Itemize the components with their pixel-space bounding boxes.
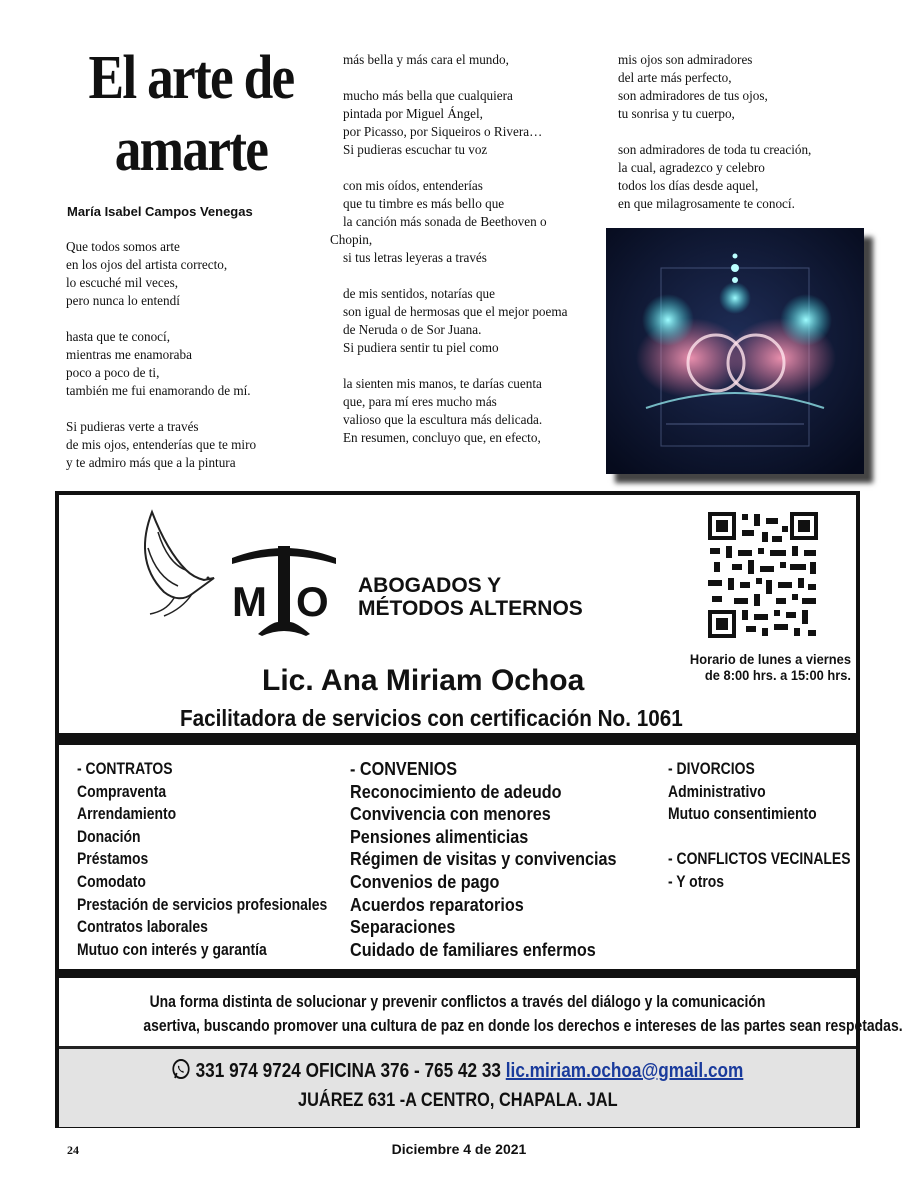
article-title: El arte de amarte (88, 44, 294, 184)
list-item: Prestación de servicios profesionales (77, 894, 328, 914)
list-item: Régimen de visitas y convivencias (350, 849, 617, 870)
list-item: Pensiones alimenticias (350, 826, 529, 847)
list-item: Contratos laborales (77, 917, 208, 937)
list-item: Donación (77, 826, 141, 846)
services-contratos (77, 758, 327, 961)
firm-logo (228, 530, 340, 640)
list-item: - CONTRATOS (77, 759, 173, 778)
page-number: 24 (67, 1143, 79, 1157)
list-item: - CONFLICTOS VECINALES (668, 849, 851, 869)
list-item: - CONVENIOS (350, 759, 458, 779)
services-convenios (350, 758, 617, 961)
logo-letter-m: M (232, 578, 267, 625)
list-item: Cuidado de familiares enfermos (350, 939, 596, 960)
list-item: Préstamos (77, 849, 149, 869)
list-item: Separaciones (350, 917, 456, 938)
list-item: - DIVORCIOS (668, 759, 755, 778)
dove-icon (134, 508, 226, 620)
list-item: Comodato (77, 871, 146, 891)
office-hours: Horario de lunes a viernes de 8:00 hrs. a 15:00 hrs. (689, 651, 851, 683)
contact-phones (59, 1058, 856, 1083)
list-item: Administrativo (668, 781, 766, 801)
list-item: Mutuo consentimiento (668, 804, 817, 824)
list-item: Compraventa (77, 781, 167, 801)
poem-column-1: Que todos somos arte en los ojos del artista correcto, lo escuché mil veces, pero nunca lo entendí hasta que te conocí, mientras me enamoraba poco a poco de ti, también me fui enamorando de mí. Si pudieras verte a través de mis ojos, entenderías que te miro y te admiro más que a la pintura (66, 239, 257, 470)
list-item: Reconocimiento de adeudo (350, 781, 562, 802)
motto-text: Una forma distinta de solucionar y prevenir conflictos a través del diálogo y la comunicación asertiva, buscando promover una cultura de paz en donde los derechos e intereses de las partes sean respetadas. (143, 992, 903, 1035)
services-divorcios (668, 758, 851, 894)
article-author: María Isabel Campos Venegas (67, 204, 253, 219)
phone-numbers: 331 974 9724 OFICINA 376 - 765 42 33 (195, 1060, 502, 1082)
poem-column-3: mis ojos son admiradores del arte más perfecto, son admiradores de tus ojos, tu sonrisa y tu cuerpo, son admiradores de toda tu creación, la cual, agradezco y celebro todos los días desde aquel, en que milagrosamente te conocí. (618, 52, 812, 211)
article-artwork (606, 228, 864, 474)
list-item: Mutuo con interés y garantía (77, 939, 267, 959)
whatsapp-icon (172, 1058, 191, 1080)
office-address: JUÁREZ 631 -A CENTRO, CHAPALA. JAL (297, 1090, 618, 1111)
poem-column-2: más bella y más cara el mundo, mucho más bella que cualquiera pintada por Miguel Ángel, por Picasso, por Siqueiros o Rivera… Si pudieras escuchar tu voz con mis oídos, entenderías que tu timbre es más bello que la canción más sonada de Beethoven o Chopin, si tus letras leyeras a través de mis sentidos, notarías que son igual de hermosas que el mejor poema de Neruda o de Sor Juana. Si pudiera sentir tu piel como la sienten mis manos, te darías cuenta que, para mí eres mucho más valioso que la escultura más delicada. En resumen, concluyo que, en efecto, (330, 52, 568, 445)
list-item: Acuerdos reparatorios (350, 894, 524, 915)
list-item (668, 826, 851, 849)
qr-code[interactable] (706, 510, 820, 640)
logo-letter-o: O (296, 578, 329, 625)
firm-name: ABOGADOS Y MÉTODOS ALTERNOS (358, 574, 583, 620)
list-item: Convivencia con menores (350, 804, 551, 825)
email-link[interactable]: lic.miriam.ochoa@gmail.com (505, 1060, 744, 1082)
list-item: - Y otros (668, 871, 725, 891)
list-item: Convenios de pago (350, 871, 500, 892)
issue-date: Diciembre 4 de 2021 (391, 1141, 527, 1157)
lawyer-name: Lic. Ana Miriam Ochoa (262, 664, 585, 697)
certification-line: Facilitadora de servicios con certificación No. 1061 (180, 705, 683, 731)
list-item: Arrendamiento (77, 804, 177, 824)
